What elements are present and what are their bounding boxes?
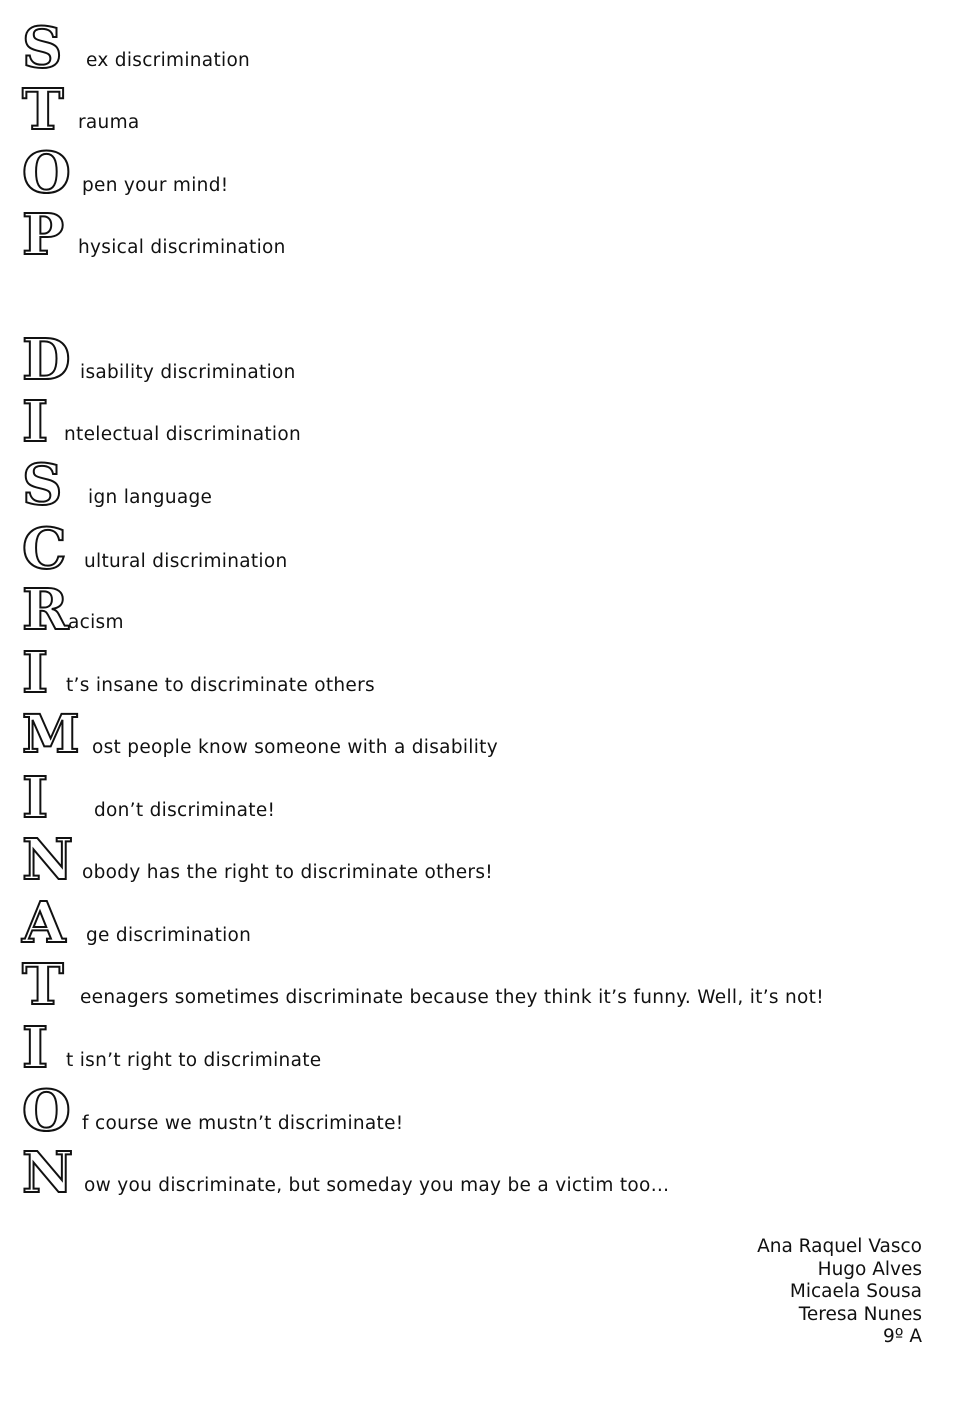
graffiti-letter: D xyxy=(22,327,69,393)
graffiti-letter: T xyxy=(22,77,62,143)
graffiti-letter: P xyxy=(22,202,63,268)
acrostic-line-m xyxy=(22,704,922,765)
acrostic-line-t xyxy=(22,77,922,143)
line-text: ign language xyxy=(88,487,213,508)
graffiti-letter: T xyxy=(22,952,62,1018)
line-text: eenagers sometimes discriminate because they think it’s funny. Well, it’s not! xyxy=(80,987,824,1008)
line-text: t’s insane to discriminate others xyxy=(66,675,375,696)
acrostic-line-i2 xyxy=(22,640,922,706)
graffiti-letter: I xyxy=(22,389,47,455)
line-text: ultural discrimination xyxy=(84,551,288,572)
line-text: pen your mind! xyxy=(82,175,229,196)
line-text: rauma xyxy=(78,112,140,133)
acrostic-line-i xyxy=(22,389,922,455)
graffiti-letter: A xyxy=(22,890,64,956)
line-text: don’t discriminate! xyxy=(94,800,276,821)
graffiti-letter: I xyxy=(22,640,47,706)
author-name: Teresa Nunes xyxy=(798,1303,922,1325)
graffiti-letter: S xyxy=(22,452,61,518)
line-text: ex discrimination xyxy=(86,50,251,71)
acrostic-line-s2 xyxy=(22,452,922,518)
line-text: ntelectual discrimination xyxy=(64,424,301,445)
graffiti-letter: R xyxy=(22,577,67,643)
line-text: t isn’t right to discriminate xyxy=(66,1050,322,1071)
line-text: obody has the right to discriminate others! xyxy=(82,862,493,883)
line-text: isability discrimination xyxy=(80,362,296,383)
acrostic-line-s xyxy=(22,15,922,81)
acrostic-line-r xyxy=(22,577,922,643)
graffiti-letter: M xyxy=(22,704,78,765)
acrostic-line-p xyxy=(22,202,922,268)
graffiti-letter: N xyxy=(22,827,72,893)
acrostic-line-i4 xyxy=(22,1015,922,1081)
graffiti-letter: O xyxy=(22,140,69,206)
graffiti-letter: N xyxy=(22,1140,72,1206)
author-name: Micaela Sousa xyxy=(789,1281,922,1302)
acrostic-line-t2 xyxy=(22,952,922,1018)
acrostic-line-d xyxy=(22,327,922,393)
graffiti-letter: C xyxy=(22,516,65,582)
graffiti-letter: S xyxy=(22,15,61,81)
authors-block xyxy=(757,1236,922,1349)
acrostic-line-c xyxy=(22,516,922,582)
author-name: Ana Raquel Vasco xyxy=(757,1236,922,1257)
line-text: f course we mustn’t discriminate! xyxy=(82,1113,404,1134)
acrostic-line-a xyxy=(22,890,922,956)
graffiti-letter: I xyxy=(22,765,47,831)
line-text: ost people know someone with a disability xyxy=(92,737,498,758)
line-text: ge discrimination xyxy=(86,925,252,946)
line-text: hysical discrimination xyxy=(78,237,286,258)
acrostic-line-o2 xyxy=(22,1078,922,1144)
acrostic-line-o xyxy=(22,140,922,206)
acrostic-line-n xyxy=(22,827,922,893)
author-name: Hugo Alves xyxy=(817,1258,922,1280)
acrostic-line-i3 xyxy=(22,765,922,831)
acrostic-line-n2 xyxy=(22,1140,922,1206)
graffiti-letter: O xyxy=(22,1078,69,1144)
class-label: 9º A xyxy=(882,1326,922,1347)
line-text: ow you discriminate, but someday you may be a victim too… xyxy=(84,1175,670,1196)
line-text: acism xyxy=(68,612,124,633)
graffiti-letter: I xyxy=(22,1015,47,1081)
